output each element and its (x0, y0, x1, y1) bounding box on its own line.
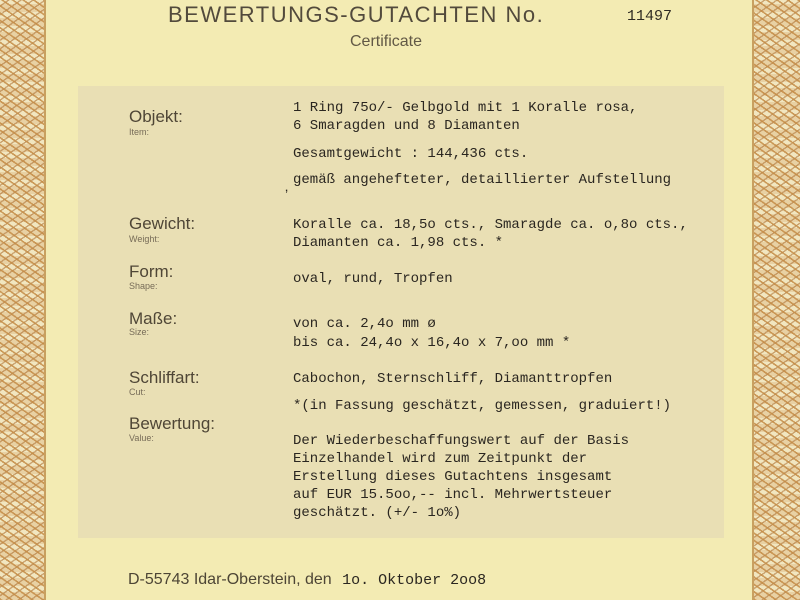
label-gewicht: Gewicht: (129, 214, 196, 233)
footer-date: 1o. Oktober 2oo8 (342, 572, 487, 589)
label-schliffart: Schliffart: (129, 368, 200, 387)
value-bewertung-line-5: geschätzt. (+/- 1o%) (293, 505, 462, 521)
sublabel-shape: Shape: (129, 281, 158, 291)
guilloche-border-right (752, 0, 800, 600)
label-bewertung: Bewertung: (129, 414, 215, 433)
sublabel-value: Value: (129, 433, 154, 443)
value-gewicht-line-1: Koralle ca. 18,5o cts., Smaragde ca. o,8o cts., (293, 217, 688, 233)
value-form: oval, rund, Tropfen (293, 271, 453, 287)
certificate-number: 11497 (627, 8, 673, 25)
value-gewicht-line-2: Diamanten ca. 1,98 cts. * (293, 235, 504, 251)
value-masse-line-1: von ca. 2,4o mm ø (293, 316, 436, 332)
label-objekt: Objekt: (129, 107, 183, 126)
value-bewertung-line-2: Einzelhandel wird zum Zeitpunkt der (293, 451, 588, 467)
label-masse: Maße: (129, 309, 178, 328)
sublabel-weight: Weight: (129, 234, 160, 244)
value-estimate-note: *(in Fassung geschätzt, gemessen, graduiert!) (293, 398, 672, 414)
guilloche-border-left (0, 0, 46, 600)
certificate-title: BEWERTUNGS-GUTACHTEN No. (168, 2, 545, 27)
value-bewertung-line-4: auf EUR 15.5oo,-- incl. Mehrwertsteuer (293, 487, 613, 503)
handwritten-comma-mark: ‚ (285, 178, 289, 194)
value-objekt-line-2: 6 Smaragden und 8 Diamanten (293, 118, 520, 134)
sublabel-size: Size: (129, 327, 150, 337)
certificate-subtitle: Certificate (350, 33, 423, 50)
footer-place-date (128, 571, 486, 589)
value-objekt-line-1: 1 Ring 75o/- Gelbgold mit 1 Koralle rosa, (293, 100, 638, 116)
value-schliffart: Cabochon, Sternschliff, Diamanttropfen (293, 371, 613, 387)
value-masse-line-2: bis ca. 24,4o x 16,4o x 7,oo mm * (293, 335, 571, 351)
value-bewertung-line-1: Der Wiederbeschaffungswert auf der Basis (293, 433, 630, 449)
label-form: Form: (129, 262, 174, 281)
sublabel-cut: Cut: (129, 387, 146, 397)
footer-place: D-55743 Idar-Oberstein, den (128, 571, 332, 588)
value-bewertung-line-3: Erstellung dieses Gutachtens insgesamt (293, 469, 613, 485)
value-total-weight: Gesamtgewicht : 144,436 cts. (293, 146, 529, 162)
sublabel-item: Item: (129, 127, 150, 137)
value-attachment-note: gemäß angehefteter, detaillierter Aufstellung (293, 172, 672, 188)
